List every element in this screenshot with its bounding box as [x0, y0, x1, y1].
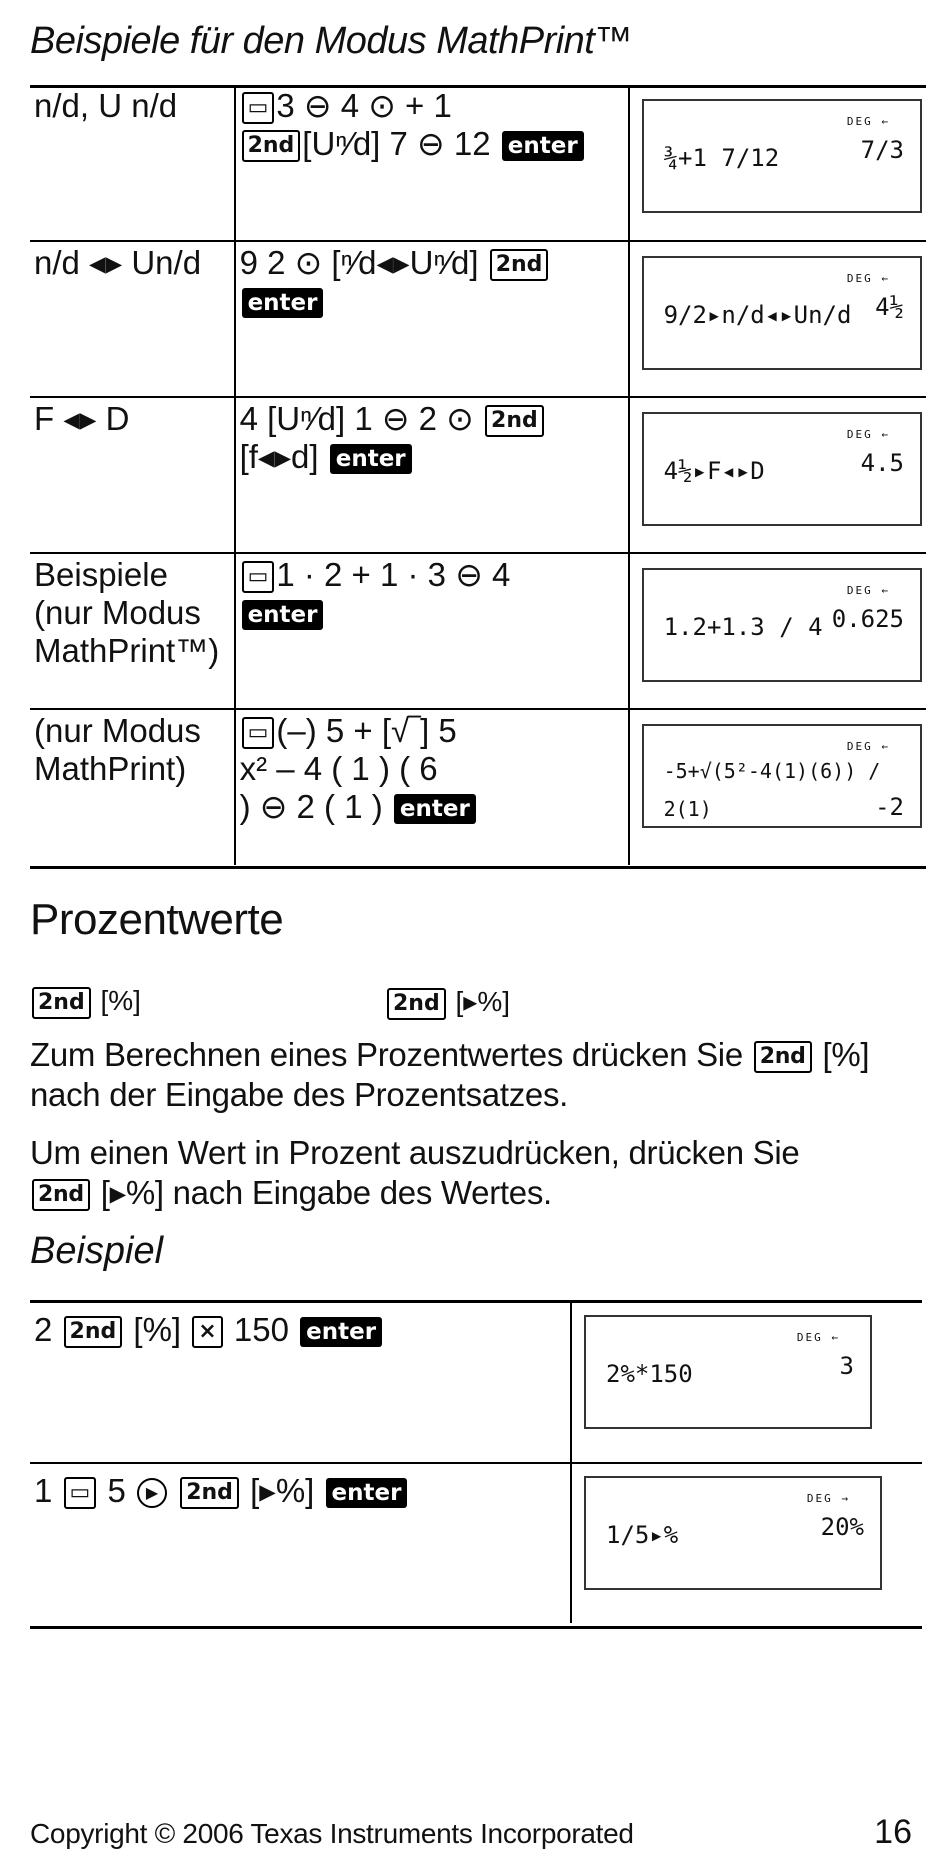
calculator-screen: DEG ← 2%*150 3	[584, 1315, 872, 1429]
section-title: Prozentwerte	[30, 895, 284, 944]
percent-key: [%]	[822, 1036, 870, 1073]
second-key: 2nd	[32, 987, 91, 1019]
percent-keys	[30, 985, 141, 1019]
to-percent-key: [▸%]	[455, 986, 511, 1017]
fraction-key: ▭	[242, 717, 275, 749]
screen-cell	[571, 1463, 922, 1623]
screen-cell	[571, 1303, 922, 1463]
key-sequence: ▭ 1 · 2 + 1 · 3 ⊖ 4 enter	[235, 553, 629, 709]
screen-cell	[629, 553, 926, 709]
second-key: 2nd	[180, 1477, 239, 1509]
key-sequence: ▭ (–) 5 + [√‾] 5 x² – 4 ( 1 ) ( 6 ) ⊖ 2 ( 1 ) enter	[235, 709, 629, 865]
key-sequence: 4 [Uⁿ⁄d] 1 ⊖ 2 ⊙ 2nd [f◂▸d] enter	[235, 397, 629, 553]
fraction-key: ▭	[64, 1477, 97, 1509]
enter-key: enter	[326, 1478, 408, 1508]
fraction-key: ▭	[242, 561, 275, 593]
second-key: 2nd	[485, 405, 544, 437]
status-indicator: DEG ←	[846, 428, 890, 441]
table-row	[30, 1303, 922, 1463]
second-key: 2nd	[490, 249, 549, 281]
status-indicator: DEG ←	[846, 115, 890, 128]
paragraph: Zum Berechnen eines Prozentwertes drücken Sie 2nd [%] nach der Eingabe des Prozentsatzes.	[30, 1036, 870, 1113]
to-percent-key: [▸%]	[100, 1174, 164, 1211]
key-sequence: 1 ▭ 5 ▶ 2nd [▸%] enter	[30, 1463, 571, 1623]
second-key: 2nd	[242, 130, 301, 162]
row-label: F ◂▸ D	[30, 397, 235, 553]
second-key: 2nd	[387, 988, 446, 1020]
calculator-screen: DEG ← 1.2+1.3 / 4 0.625	[642, 568, 922, 682]
screen-cell	[629, 85, 926, 241]
fraction-key: ▭	[242, 92, 275, 124]
enter-key: enter	[502, 131, 584, 161]
status-indicator: DEG →	[806, 1492, 850, 1505]
table-row	[30, 709, 926, 865]
status-indicator: DEG ←	[846, 740, 890, 753]
enter-key: enter	[242, 600, 324, 630]
example-heading: Beispiel	[30, 1230, 164, 1272]
screen-cell	[629, 241, 926, 397]
percent-key: [%]	[100, 985, 141, 1016]
to-percent-key: [▸%]	[250, 1472, 315, 1509]
second-key: 2nd	[754, 1041, 812, 1073]
status-indicator: DEG ←	[796, 1331, 840, 1344]
page-number: 16	[874, 1813, 912, 1851]
table-row	[30, 553, 926, 709]
key-sequence: 9 2 ⊙ [ⁿ⁄d◂▸Uⁿ⁄d] 2nd enter	[235, 241, 629, 397]
right-arrow-icon: ▶	[137, 1478, 167, 1508]
row-label: n/d, U n/d	[30, 85, 235, 241]
screen-cell	[629, 709, 926, 865]
table-bottom-rule	[30, 866, 926, 869]
row-label: n/d ◂▸ Un/d	[30, 241, 235, 397]
status-indicator: DEG ←	[846, 584, 890, 597]
examples-table	[30, 85, 926, 865]
enter-key: enter	[300, 1317, 382, 1347]
percent-key: [%]	[133, 1311, 182, 1348]
key-sequence: ▭ 3 ⊖ 4 ⊙ + 1 2nd [Uⁿ⁄d] 7 ⊖ 12 enter	[235, 85, 629, 241]
enter-key: enter	[394, 794, 476, 824]
calculator-screen: DEG → 1/5▸% 20%	[584, 1476, 882, 1590]
multiply-key: ×	[192, 1316, 222, 1348]
copyright: Copyright © 2006 Texas Instruments Incorporated	[30, 1818, 634, 1849]
calculator-screen: DEG ← ¾+1 7/12 7/3	[642, 99, 922, 213]
enter-key: enter	[242, 288, 324, 318]
status-indicator: DEG ←	[846, 272, 890, 285]
table-row	[30, 241, 926, 397]
key-sequence: 2 2nd [%] × 150 enter	[30, 1303, 571, 1463]
pct-bottom-rule	[30, 1626, 922, 1629]
page-heading: Beispiele für den Modus MathPrint™	[30, 20, 632, 62]
row-label: (nur Modus MathPrint)	[30, 709, 235, 865]
percent-examples-table	[30, 1303, 922, 1623]
table-row	[30, 85, 926, 241]
second-key: 2nd	[64, 1316, 123, 1348]
to-percent-keys	[385, 985, 510, 1020]
row-label: Beispiele (nur Modus MathPrint™)	[30, 553, 235, 709]
calculator-screen: DEG ← 4½▸F◂▸D 4.5	[642, 412, 922, 526]
table-row	[30, 397, 926, 553]
calculator-screen: DEG ← -5+√(5²-4(1)(6)) / 2(1) -2	[642, 724, 922, 828]
calculator-screen: DEG ← 9/2▸n/d◂▸Un/d 4½	[642, 256, 922, 370]
second-key: 2nd	[32, 1179, 90, 1211]
screen-cell	[629, 397, 926, 553]
enter-key: enter	[330, 444, 412, 474]
paragraph: Um einen Wert in Prozent auszudrücken, drücken Sie 2nd [▸%] nach Eingabe des Wertes.	[30, 1134, 800, 1211]
table-row	[30, 1463, 922, 1623]
